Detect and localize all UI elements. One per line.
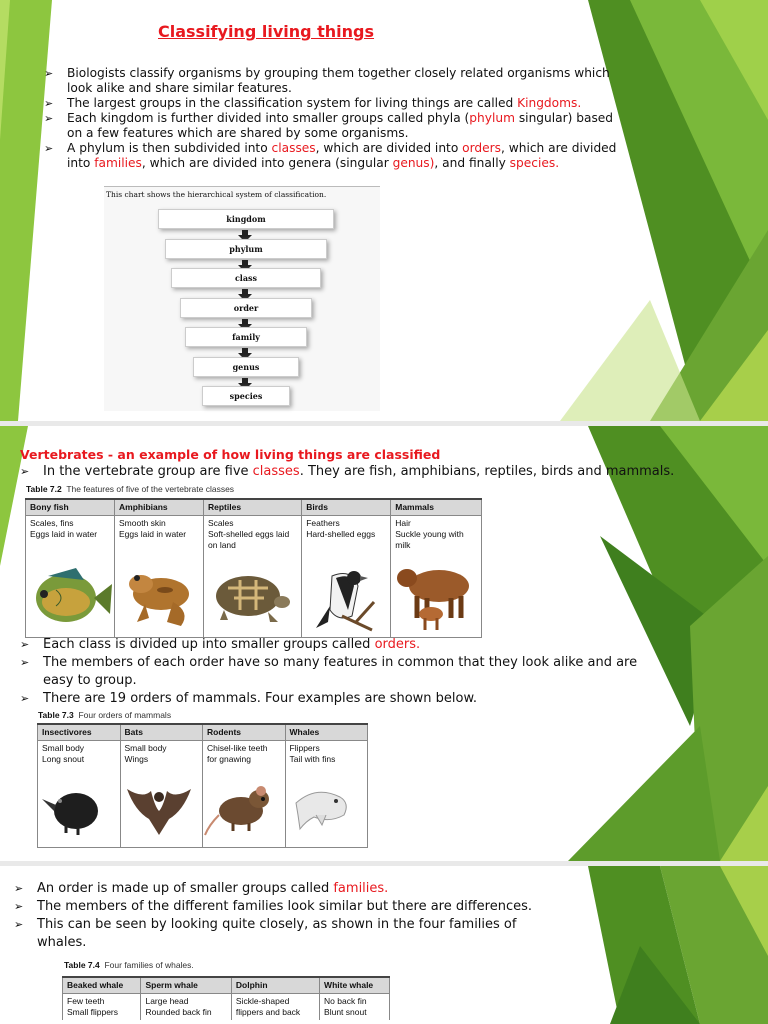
classification-chart — [104, 186, 380, 411]
table-cell: Scales Soft-shelled eggs laid on land — [204, 516, 302, 554]
table-cell: Few teeth Small flippers — [63, 994, 141, 1021]
slide-families — [0, 866, 768, 1024]
text-run: , which are divided into — [315, 141, 463, 155]
table-whale-families — [62, 976, 390, 1020]
bullet-item — [20, 463, 710, 481]
bullet-item — [44, 96, 624, 111]
text-run: This can be seen by looking quite closely, as shown in the four families of whales. — [37, 917, 517, 950]
text-run: Biologists classify organisms by grouping them together closely related organisms which look alike and share similar features. — [67, 66, 610, 95]
table-caption-text: Four orders of mammals — [78, 710, 172, 720]
table-cell: Small body Long snout — [38, 741, 121, 768]
column-header: Sperm whale — [141, 977, 231, 994]
column-header: Amphibians — [115, 499, 204, 516]
column-header: Reptiles — [204, 499, 302, 516]
table-cell: Small body Wings — [120, 741, 203, 768]
slide-classifying — [0, 0, 768, 421]
bullet-list — [20, 636, 670, 708]
column-header: Rodents — [203, 724, 286, 741]
text-run: families. — [333, 881, 389, 896]
table-mammal-orders — [37, 723, 368, 848]
table-number: Table 7.3 — [38, 710, 74, 720]
chart-level-phylum: phylum — [165, 239, 327, 259]
bullet-item — [20, 690, 670, 708]
bullet-arrow-icon: ➢ — [44, 67, 54, 80]
table-cell: No back fin Blunt snout — [320, 994, 390, 1021]
text-run: , which are divided into — [67, 141, 617, 170]
column-header: Bats — [120, 724, 203, 741]
table-cell: Flippers Tail with fins — [285, 741, 368, 768]
text-run: There are 19 orders of mammals. Four examples are shown below. — [43, 691, 478, 706]
bullet-list — [44, 66, 624, 171]
bullet-list — [14, 880, 544, 952]
text-run: , which are divided into genera (singular — [141, 156, 393, 170]
table-row — [26, 516, 482, 554]
text-run: Each class is divided up into smaller groups called — [43, 637, 375, 652]
picture-row — [38, 767, 368, 848]
intro-bullet — [20, 463, 710, 481]
fish-image — [26, 553, 115, 638]
mammal-image — [391, 553, 482, 638]
column-header: Bony fish — [26, 499, 115, 516]
table-caption-text: Four families of whales. — [104, 960, 194, 970]
text-run: In the vertebrate group are five — [43, 464, 253, 479]
table-vertebrate-classes — [25, 498, 482, 638]
text-run: phylum — [469, 111, 515, 125]
text-run: families — [94, 156, 142, 170]
bullet-arrow-icon: ➢ — [14, 900, 24, 913]
bullet-arrow-icon: ➢ — [20, 692, 30, 705]
text-run: genus) — [392, 156, 435, 170]
bullet-arrow-icon: ➢ — [20, 465, 30, 478]
text-run: orders — [462, 141, 502, 155]
text-run: A phylum is then subdivided into — [67, 141, 272, 155]
bullet-item — [14, 916, 544, 952]
table-cell: Large head Rounded back fin — [141, 994, 231, 1021]
bullet-item — [44, 66, 624, 96]
table-cell: Chisel-like teeth for gnawing — [203, 741, 286, 768]
chart-level-genus: genus — [193, 357, 299, 377]
table-cell: Hair Suckle young with milk — [391, 516, 482, 554]
bullet-arrow-icon: ➢ — [14, 882, 24, 895]
table-cell: Sickle-shaped flippers and back — [231, 994, 319, 1021]
table-cell: Smooth skin Eggs laid in water — [115, 516, 204, 554]
tortoise-image — [204, 553, 302, 638]
table-cell: Scales, fins Eggs laid in water — [26, 516, 115, 554]
chart-level-order: order — [180, 298, 312, 318]
frog-image — [115, 553, 204, 638]
table-7-2-caption — [26, 484, 234, 494]
picture-row — [26, 553, 482, 638]
column-header: Insectivores — [38, 724, 121, 741]
section-heading: Vertebrates - an example of how living things are classified — [20, 447, 441, 462]
bullet-item — [20, 654, 670, 690]
text-run: classes — [252, 464, 300, 479]
text-run: The members of the different families look similar but there are differences. — [37, 899, 533, 914]
table-row — [38, 741, 368, 768]
table-header-row — [63, 977, 390, 994]
text-run: orders. — [374, 637, 421, 652]
table-number: Table 7.2 — [26, 484, 62, 494]
column-header: Birds — [302, 499, 391, 516]
column-header: Beaked whale — [63, 977, 141, 994]
bat-image — [120, 767, 203, 848]
text-run: The members of each order have so many features in common that they look alike and are easy to group. — [43, 655, 638, 688]
bullet-item — [14, 898, 544, 916]
table-7-4-caption — [64, 960, 194, 970]
table-number: Table 7.4 — [64, 960, 100, 970]
text-run: singular) based on a few features which are shared by some organisms. — [67, 111, 614, 140]
bullet-item — [44, 111, 624, 141]
bullet-arrow-icon: ➢ — [44, 142, 54, 155]
table-row — [63, 994, 390, 1021]
table-caption-text: The features of five of the vertebrate classes — [66, 484, 235, 494]
table-header-row — [26, 499, 482, 516]
text-run: Kingdoms. — [517, 96, 582, 110]
column-header: Whales — [285, 724, 368, 741]
column-header: Mammals — [391, 499, 482, 516]
text-run: species. — [509, 156, 560, 170]
rat-image — [203, 767, 286, 848]
slide-vertebrates — [0, 426, 768, 861]
text-run: . They are fish, amphibians, reptiles, birds and mammals. — [299, 464, 675, 479]
bullet-item — [20, 636, 670, 654]
table-7-3-caption — [38, 710, 171, 720]
text-run: classes — [271, 141, 316, 155]
text-run: Each kingdom is further divided into smaller groups called phyla ( — [67, 111, 470, 125]
chart-caption: This chart shows the hierarchical system of classification. — [106, 190, 327, 199]
table-header-row — [38, 724, 368, 741]
bullet-arrow-icon: ➢ — [14, 918, 24, 931]
table-cell: Feathers Hard-shelled eggs — [302, 516, 391, 554]
chart-level-kingdom: kingdom — [158, 209, 334, 229]
bullet-arrow-icon: ➢ — [20, 656, 30, 669]
bullet-arrow-icon: ➢ — [44, 97, 54, 110]
bullet-item — [14, 880, 544, 898]
text-run: An order is made up of smaller groups called — [37, 881, 334, 896]
chart-level-species: species — [202, 386, 290, 406]
whale-image — [285, 767, 368, 848]
shrew-image — [38, 767, 121, 848]
bird-image — [302, 553, 391, 638]
text-run: , and finally — [434, 156, 510, 170]
bullet-item — [44, 141, 624, 171]
column-header: White whale — [320, 977, 390, 994]
slide-title: Classifying living things — [158, 22, 375, 41]
chart-level-class: class — [171, 268, 321, 288]
text-run: The largest groups in the classification system for living things are called — [67, 96, 518, 110]
column-header: Dolphin — [231, 977, 319, 994]
chart-level-family: family — [185, 327, 307, 347]
bullet-arrow-icon: ➢ — [44, 112, 54, 125]
bullet-arrow-icon: ➢ — [20, 638, 30, 651]
